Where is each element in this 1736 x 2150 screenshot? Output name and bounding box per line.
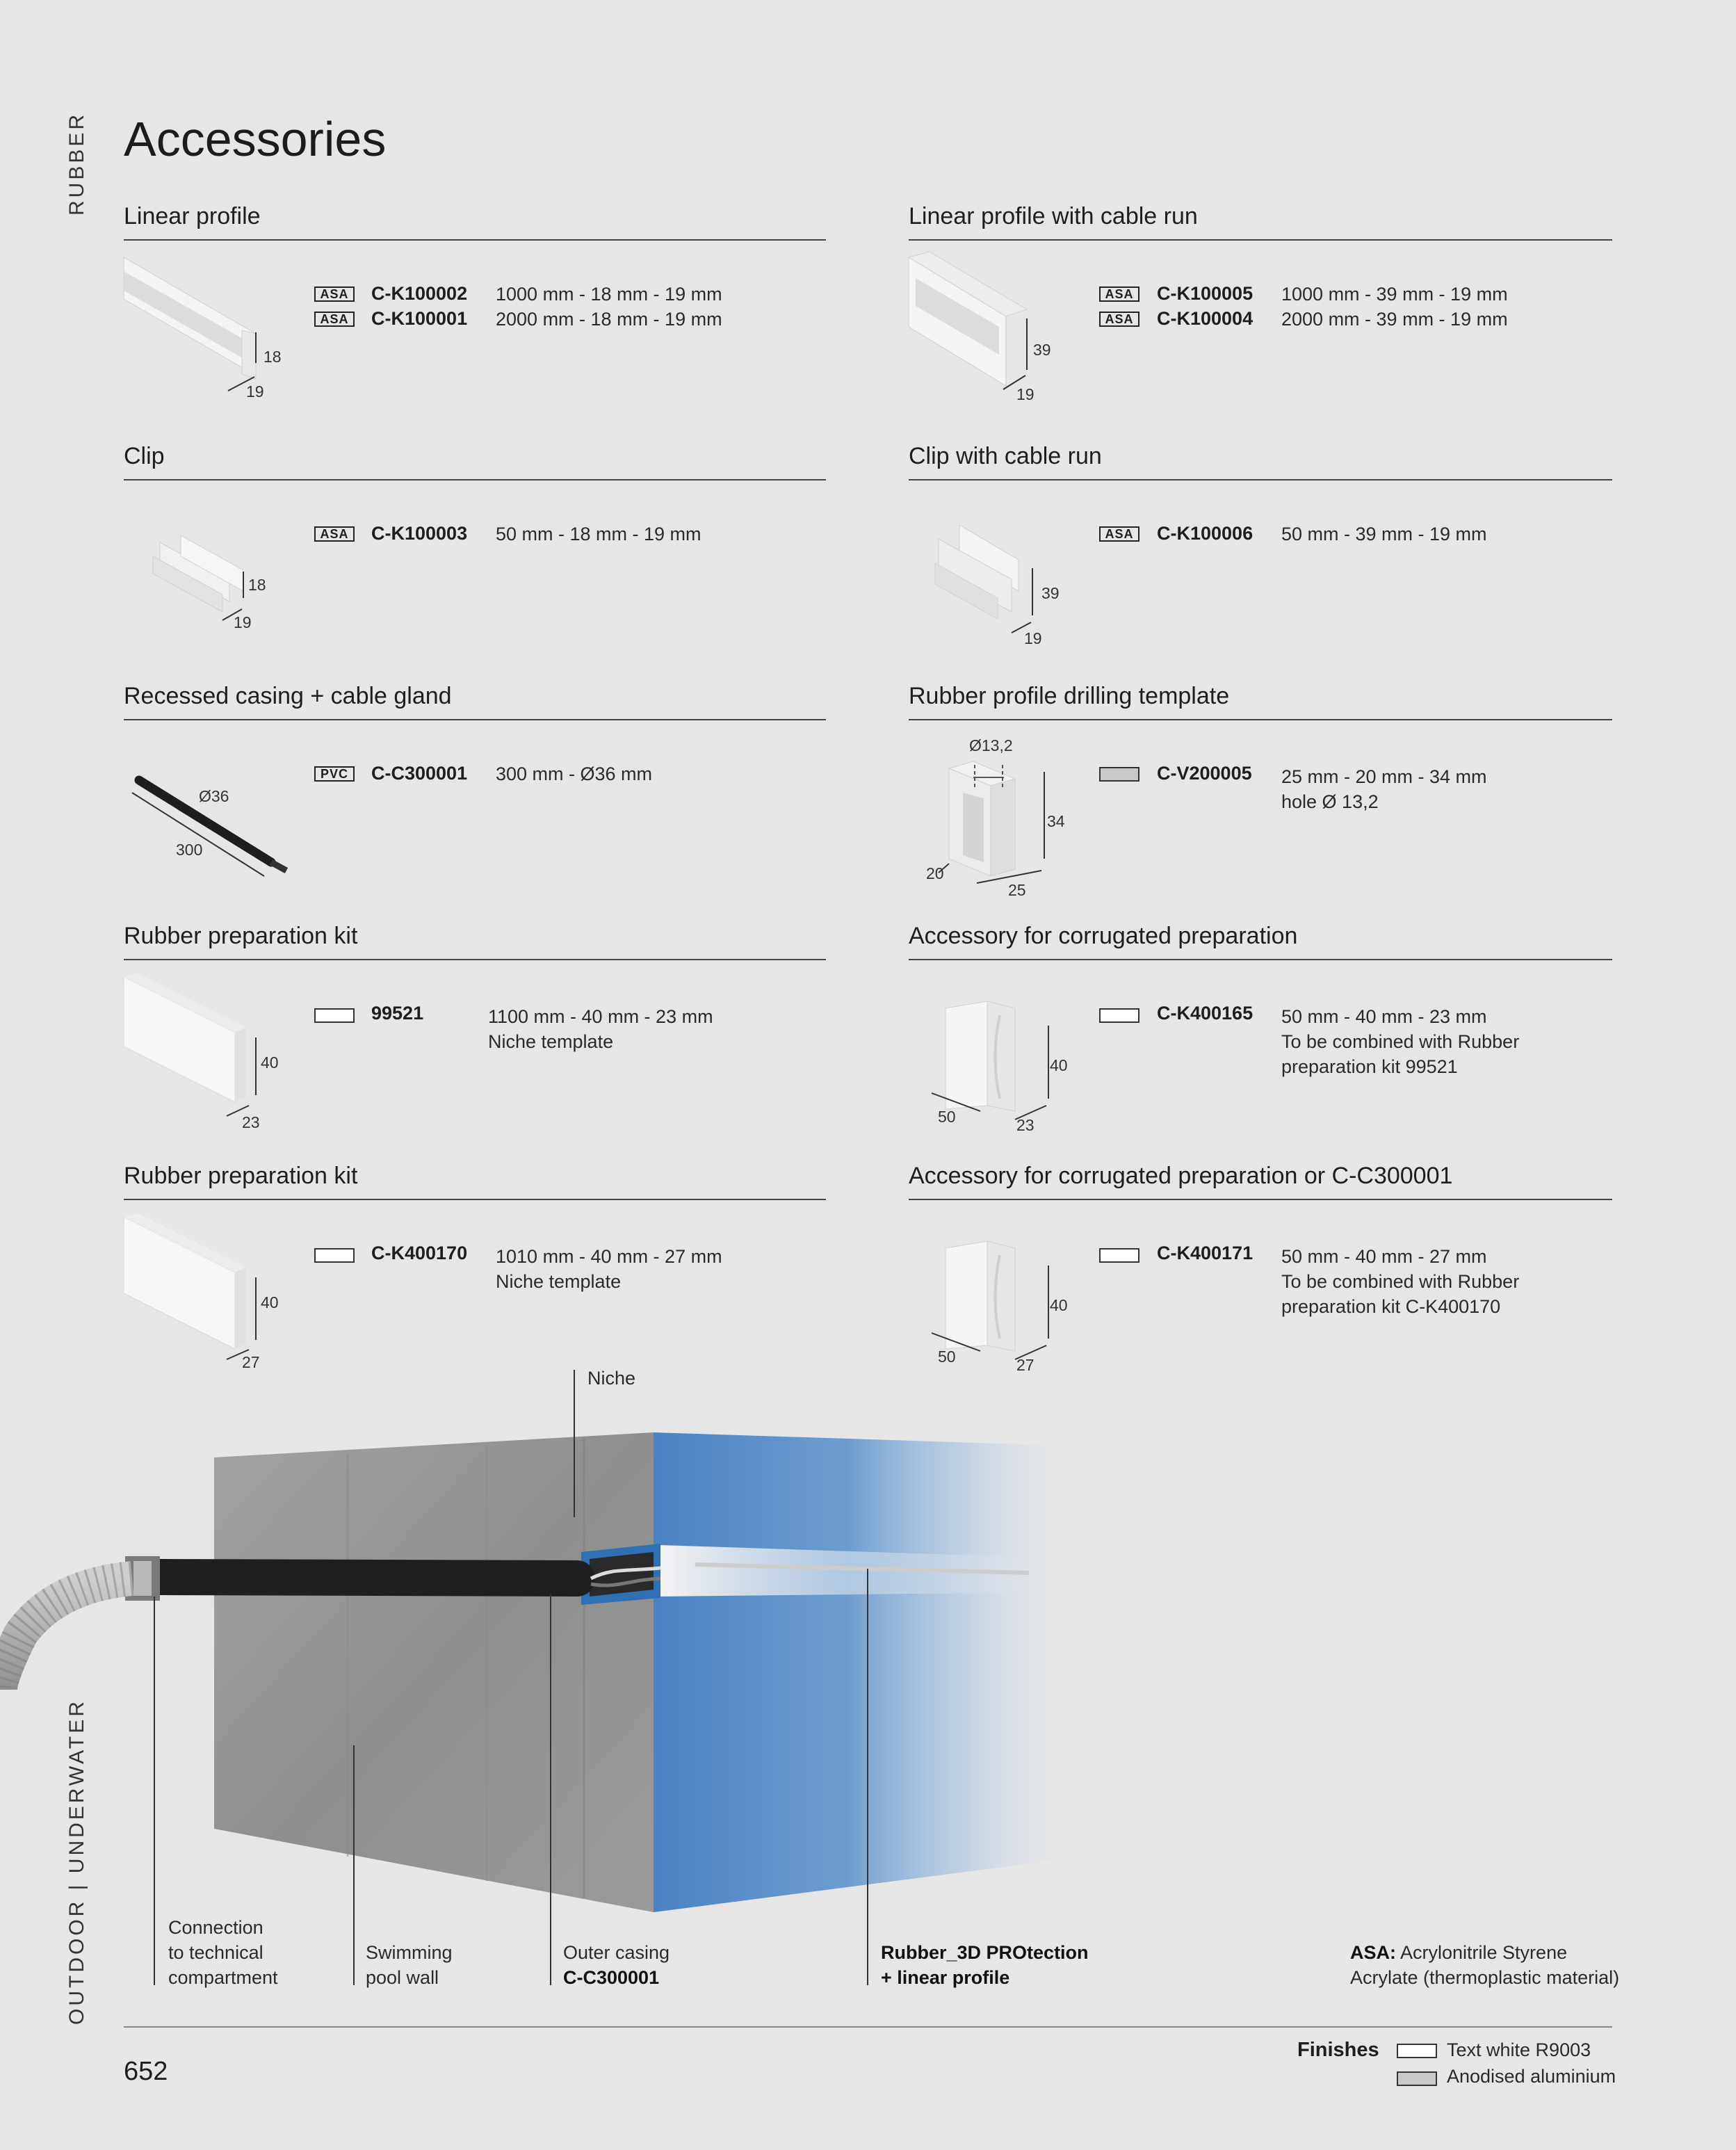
- material-badge: ASA: [1099, 312, 1139, 327]
- finishes-label: Finishes: [1297, 2039, 1379, 2061]
- dim-height: 18: [263, 348, 282, 366]
- dim-depth: 20: [926, 864, 944, 882]
- caption-line: Outer casing: [563, 1942, 670, 1963]
- niche-label: Niche: [587, 1368, 636, 1389]
- product-spec: 25 mm - 20 mm - 34 mm: [1281, 766, 1487, 787]
- section-title-corrugated-accessory: Accessory for corrugated preparation: [909, 923, 1298, 949]
- product-code: C-C300001: [371, 763, 468, 784]
- asa-note-text: Acrylonitrile Styrene: [1396, 1942, 1568, 1963]
- dim-width: 27: [242, 1353, 260, 1371]
- section-rule: [909, 479, 1612, 480]
- product-code: C-K400170: [371, 1243, 468, 1263]
- finish-name: Anodised aluminium: [1447, 2066, 1616, 2087]
- product-code: C-K100002: [371, 283, 468, 304]
- material-badge: PVC: [314, 766, 355, 782]
- section-title-linear-profile: Linear profile: [124, 203, 261, 229]
- finish-swatch-aluminium: [1397, 2071, 1437, 2086]
- caption-line: + linear profile: [881, 1967, 1010, 1988]
- caption-line: compartment: [168, 1967, 278, 1988]
- page-title: Accessories: [124, 112, 387, 166]
- product-spec: 2000 mm - 39 mm - 19 mm: [1281, 309, 1508, 330]
- section-rule: [909, 239, 1612, 241]
- section-title-rubber-prep-kit-2: Rubber preparation kit: [124, 1163, 358, 1189]
- dim-width: 19: [246, 382, 264, 401]
- dim-width: 27: [1016, 1356, 1035, 1374]
- finish-swatch-white: [314, 1248, 355, 1263]
- material-badge: ASA: [314, 286, 355, 302]
- caption-code: C-C300001: [563, 1967, 660, 1988]
- finish-swatch-aluminium: [1099, 767, 1139, 782]
- product-spec-line2: Niche template: [496, 1271, 622, 1292]
- section-title-corrugated-accessory-2: Accessory for corrugated preparation or C-C300001: [909, 1163, 1453, 1189]
- dim-depth: 50: [938, 1108, 956, 1126]
- dim-height: 18: [248, 576, 266, 594]
- product-spec-line3: preparation kit C-K400170: [1281, 1296, 1501, 1317]
- product-spec: 50 mm - 40 mm - 27 mm: [1281, 1246, 1487, 1267]
- caption-line: Swimming: [366, 1942, 453, 1963]
- caption-pool-wall: [366, 1940, 453, 1990]
- product-code: C-K100005: [1157, 283, 1254, 304]
- product-spec: 50 mm - 18 mm - 19 mm: [496, 524, 701, 544]
- rubber-prep-kit-image: [124, 973, 305, 1126]
- section-rule: [909, 1199, 1612, 1200]
- installation-illustration: [0, 1425, 1182, 1996]
- dim-width: 25: [1008, 881, 1026, 899]
- section-rule: [124, 719, 826, 720]
- finish-name: Text white R9003: [1447, 2039, 1591, 2060]
- recessed-casing-image: [132, 765, 313, 904]
- clip-image: [153, 535, 292, 640]
- product-code: C-K400165: [1157, 1003, 1254, 1024]
- caption-line: pool wall: [366, 1967, 439, 1988]
- product-code: C-K100001: [371, 308, 468, 329]
- section-title-clip: Clip: [124, 443, 165, 469]
- dim-diameter: Ø36: [199, 787, 229, 805]
- footer-rule: [124, 2026, 1612, 2028]
- dim-width: 19: [1016, 385, 1035, 403]
- section-rule: [909, 719, 1612, 720]
- asa-note: [1350, 1940, 1619, 1990]
- dim-height: 34: [1047, 812, 1065, 830]
- finish-swatch-white: [314, 1008, 355, 1023]
- section-rule: [124, 239, 826, 241]
- product-spec: 1100 mm - 40 mm - 23 mm: [488, 1006, 713, 1027]
- material-badge: ASA: [1099, 286, 1139, 302]
- section-rule: [124, 1199, 826, 1200]
- product-spec-line2: To be combined with Rubber: [1281, 1031, 1520, 1052]
- linear-profile-image: [124, 257, 305, 410]
- product-spec: 300 mm - Ø36 mm: [496, 763, 653, 784]
- dim-width: 23: [242, 1113, 260, 1131]
- caption-line: Connection: [168, 1917, 263, 1938]
- caption-line: to technical: [168, 1942, 263, 1963]
- side-label-outdoor-underwater: OUTDOOR | UNDERWATER: [65, 1699, 88, 2025]
- section-rule: [124, 959, 826, 960]
- finish-swatch-white: [1099, 1248, 1139, 1263]
- finish-swatch-white: [1099, 1008, 1139, 1023]
- dim-width: 19: [1024, 629, 1042, 647]
- asa-note-label: ASA:: [1350, 1942, 1396, 1963]
- rubber-prep-kit-2-image: [124, 1213, 305, 1366]
- product-spec: 50 mm - 39 mm - 19 mm: [1281, 524, 1487, 544]
- product-spec: 2000 mm - 18 mm - 19 mm: [496, 309, 722, 330]
- product-spec: 1000 mm - 18 mm - 19 mm: [496, 284, 722, 305]
- product-code: 99521: [371, 1003, 424, 1024]
- product-spec-line2: Niche template: [488, 1031, 614, 1052]
- product-code: C-K100004: [1157, 308, 1254, 329]
- product-code: C-K100006: [1157, 523, 1254, 544]
- product-spec: 1000 mm - 39 mm - 19 mm: [1281, 284, 1508, 305]
- dim-height: 40: [261, 1293, 279, 1311]
- asa-note-text-2: Acrylate (thermoplastic material): [1350, 1967, 1620, 1988]
- section-title-clip-cable-run: Clip with cable run: [909, 443, 1102, 469]
- product-spec: 50 mm - 40 mm - 23 mm: [1281, 1006, 1487, 1027]
- dim-height: 40: [1050, 1296, 1068, 1314]
- dim-depth: 50: [938, 1348, 956, 1366]
- section-title-recessed-casing: Recessed casing + cable gland: [124, 683, 452, 709]
- dim-height: 39: [1041, 584, 1060, 602]
- product-spec-line2: To be combined with Rubber: [1281, 1271, 1520, 1292]
- material-badge: ASA: [314, 526, 355, 542]
- caption-connection: [168, 1915, 278, 1990]
- section-rule: [124, 479, 826, 480]
- dim-width: 19: [234, 613, 252, 631]
- dim-height: 40: [1050, 1056, 1068, 1074]
- caption-line: Rubber_3D PROtection: [881, 1942, 1089, 1963]
- product-spec-line2: hole Ø 13,2: [1281, 791, 1379, 812]
- product-spec: 1010 mm - 40 mm - 27 mm: [496, 1246, 722, 1267]
- side-label-rubber: RUBBER: [65, 111, 88, 216]
- material-badge: ASA: [314, 312, 355, 327]
- section-rule: [909, 959, 1612, 960]
- product-spec-line3: preparation kit 99521: [1281, 1056, 1458, 1077]
- dim-length: 300: [176, 841, 203, 859]
- product-code: C-K400171: [1157, 1243, 1254, 1263]
- dim-hole-diameter: Ø13,2: [969, 736, 1013, 754]
- finish-swatch-white: [1397, 2044, 1437, 2058]
- linear-profile-cable-run-image: [909, 257, 1089, 410]
- section-title-rubber-prep-kit: Rubber preparation kit: [124, 923, 358, 949]
- product-code: C-K100003: [371, 523, 468, 544]
- dim-height: 40: [261, 1053, 279, 1072]
- dim-width: 23: [1016, 1116, 1035, 1134]
- section-title-drilling-template: Rubber profile drilling template: [909, 683, 1230, 709]
- product-code: C-V200005: [1157, 763, 1252, 784]
- dim-height: 39: [1033, 341, 1051, 359]
- material-badge: ASA: [1099, 526, 1139, 542]
- caption-outer-casing: [563, 1940, 670, 1990]
- page-number: 652: [124, 2057, 168, 2086]
- caption-rubber-protection: [881, 1940, 1089, 1990]
- section-title-linear-profile-cable-run: Linear profile with cable run: [909, 203, 1198, 229]
